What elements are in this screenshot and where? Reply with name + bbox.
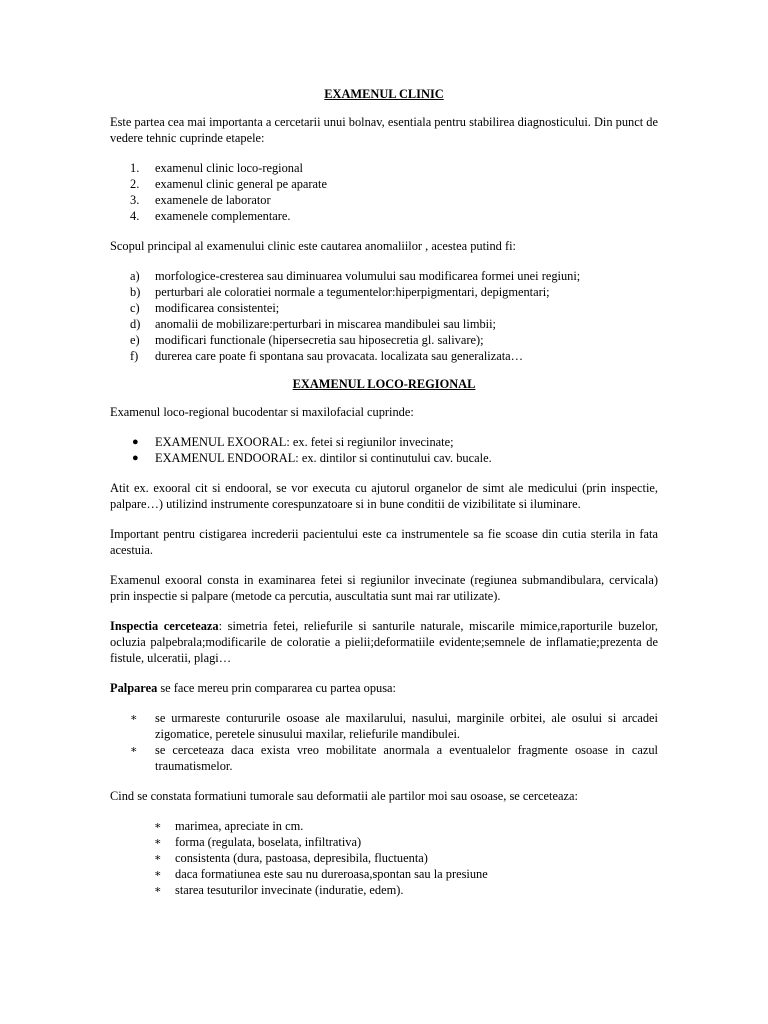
list-item	[110, 160, 658, 176]
list-item-text: examenele complementare.	[155, 209, 291, 223]
list-item-text: examenele de laborator	[155, 193, 271, 207]
anomalies-list	[110, 268, 658, 364]
tumor-paragraph: Cind se constata formatiuni tumorale sau deformatii ale partilor moi sau osoase, se cerceteaza:	[110, 789, 578, 803]
list-item-text: examenul clinic general pe aparate	[155, 177, 327, 191]
senses-paragraph: Atit ex. exooral cit si endooral, se vor executa cu ajutorul organelor de simt ale medicului (prin inspectie, palpare…) utilizind instrumente corespunzatoare si in bune conditii de vizibilitate si iluminare.	[110, 481, 658, 511]
list-marker: c)	[130, 301, 140, 315]
palparea-label: Palparea	[110, 681, 158, 695]
asterisk-icon: ∗	[154, 820, 162, 832]
list-item-text: modificari functionale (hipersecretia sau hiposecretia gl. salivare);	[155, 333, 484, 347]
list-item	[110, 300, 658, 316]
list-marker: 4.	[130, 209, 140, 223]
list-item	[110, 866, 658, 882]
tumor-list	[110, 818, 658, 898]
list-item	[110, 284, 658, 300]
palparea-list	[110, 710, 658, 774]
bullet-icon: ●	[132, 436, 139, 448]
list-item	[110, 742, 658, 774]
stages-list	[110, 160, 658, 224]
list-item-text: EXAMENUL EXOORAL: ex. fetei si regiunilor invecinate;	[155, 435, 454, 449]
exooral-paragraph: Examenul exooral consta in examinarea fetei si regiunilor invecinate (regiunea submandibulara, cervicala) prin inspectie si palpare (metode ca percutia, auscultatia sunt mai rar utilizate).	[110, 573, 658, 603]
list-item-text: EXAMENUL ENDOORAL: ex. dintilor si continutului cav. bucale.	[155, 451, 492, 465]
list-item	[110, 348, 658, 364]
list-item-text: perturbari ale coloratiei normale a tegumentelor:hiperpigmentari, depigmentari;	[155, 285, 550, 299]
list-marker: e)	[130, 333, 140, 347]
inspectia-text: : simetria fetei, reliefurile si santurile naturale, miscarile mimice,raporturile buzelor, ocluzia palpebrala;modificarile de coloratie a pielii;deformatiile evidente;semnele de inflamatie;prezenta de fistule, ulceratii, plagi…	[110, 619, 658, 665]
list-item	[110, 332, 658, 348]
list-marker: 3.	[130, 193, 140, 207]
list-item	[110, 268, 658, 284]
list-item-text: anomalii de mobilizare:perturbari in miscarea mandibulei sau limbii;	[155, 317, 496, 331]
intro-paragraph: Este partea cea mai importanta a cercetarii unui bolnav, esentiala pentru stabilirea diagnosticului. Din punct de vedere tehnic cuprinde etapele:	[110, 115, 658, 145]
asterisk-icon: ∗	[130, 712, 138, 724]
asterisk-icon: ∗	[130, 744, 138, 756]
inspectia-label: Inspectia cerceteaza	[110, 619, 219, 633]
list-item	[110, 882, 658, 898]
asterisk-icon: ∗	[154, 836, 162, 848]
scope-paragraph: Scopul principal al examenului clinic este cautarea anomaliilor , acestea putind fi:	[110, 239, 516, 253]
list-item	[110, 834, 658, 850]
asterisk-icon: ∗	[154, 868, 162, 880]
palparea-paragraph	[110, 680, 658, 696]
list-item-text: forma (regulata, boselata, infiltrativa)	[175, 835, 362, 849]
list-marker: 2.	[130, 177, 140, 191]
loco-items-list	[110, 434, 658, 466]
list-item	[110, 450, 658, 466]
list-item-text: morfologice-cresterea sau diminuarea volumului sau modificarea formei unei regiuni;	[155, 269, 581, 283]
list-item	[110, 710, 658, 742]
list-item	[110, 316, 658, 332]
list-item-text: modificarea consistentei;	[155, 301, 280, 315]
list-item-text: starea tesuturilor invecinate (induratie, edem).	[175, 883, 404, 897]
list-marker: f)	[130, 349, 139, 363]
list-item	[110, 818, 658, 834]
asterisk-icon: ∗	[154, 852, 162, 864]
list-item-text: se cerceteaza daca exista vreo mobilitate anormala a eventualelor fragmente osoase in cazul traumatismelor.	[155, 743, 658, 773]
document-body	[110, 86, 658, 912]
title-examenul-clinic: EXAMENUL CLINIC	[324, 87, 444, 101]
list-item-text: marimea, apreciate in cm.	[175, 819, 304, 833]
list-item-text: consistenta (dura, pastoasa, depresibila, fluctuenta)	[175, 851, 428, 865]
list-item-text: durerea care poate fi spontana sau provacata. localizata sau generalizata…	[155, 349, 524, 363]
list-marker: 1.	[130, 161, 140, 175]
list-marker: d)	[130, 317, 141, 331]
title-examenul-loco-regional: EXAMENUL LOCO-REGIONAL	[292, 377, 476, 391]
palparea-text: se face mereu prin compararea cu partea opusa:	[157, 681, 396, 695]
bullet-icon: ●	[132, 452, 139, 464]
list-item	[110, 176, 658, 192]
asterisk-icon: ∗	[154, 884, 162, 896]
list-marker: b)	[130, 285, 141, 299]
list-item	[110, 850, 658, 866]
inspectia-paragraph	[110, 618, 658, 666]
list-item-text: se urmareste contururile osoase ale maxilarului, nasului, marginile orbitei, ale osului si arcadei zigomatice, peretele sinusului maxilar, reliefurile mandibulei.	[155, 711, 658, 741]
list-item	[110, 192, 658, 208]
trust-paragraph: Important pentru cistigarea increderii pacientului este ca instrumentele sa fie scoase din cutia sterila in fata acestuia.	[110, 527, 658, 557]
list-item-text: examenul clinic loco-regional	[155, 161, 303, 175]
list-item	[110, 434, 658, 450]
list-item	[110, 208, 658, 224]
loco-intro-paragraph: Examenul loco-regional bucodentar si maxilofacial cuprinde:	[110, 405, 414, 419]
list-item-text: daca formatiunea este sau nu dureroasa,spontan sau la presiune	[175, 867, 488, 881]
list-marker: a)	[130, 269, 140, 283]
